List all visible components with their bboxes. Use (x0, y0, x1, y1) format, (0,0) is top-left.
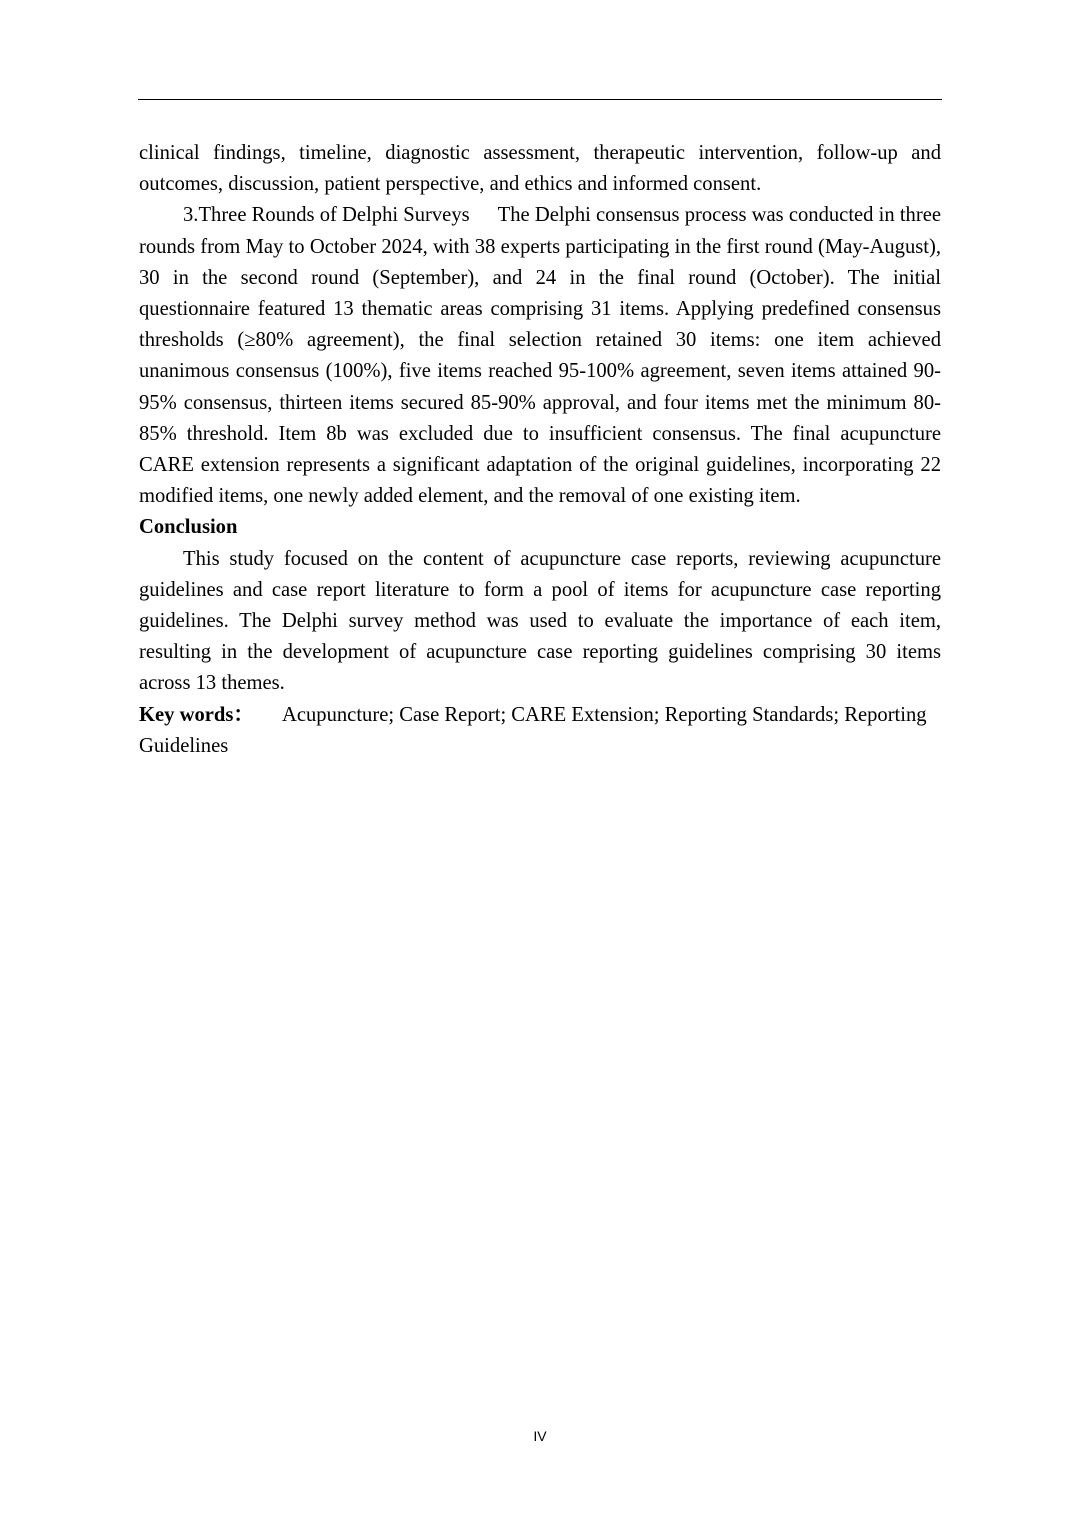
keywords-label: Key words： (139, 703, 254, 726)
section3-body: The Delphi consensus process was conducted in three rounds from May to October 2024, with 38 experts participating in the first round (May-August), 30 in the second round (September), and 24 in the final round (October). The initial questionnaire featured 13 thematic areas comprising 31 items. Applying predefined consensus thresholds (≥80% agreement), the final selection retained 30 items: one item achieved unanimous consensus (100%), five items reached 95-100% agreement, seven items attained 90-95% consensus, thirteen items secured 85-90% approval, and four items met the minimum 80-85% threshold. Item 8b was excluded due to insufficient consensus. The final acupuncture CARE extension represents a significant adaptation of the original guidelines, incorporating 22 modified items, one newly added element, and the removal of one existing item. (139, 204, 941, 508)
keywords-text: Acupuncture; Case Report; CARE Extension; Reporting Standards; Reporting Guidelines (139, 703, 927, 757)
section3-paragraph (139, 200, 941, 512)
conclusion-paragraph: This study focused on the content of acupuncture case reports, reviewing acupuncture guidelines and case report literature to form a pool of items for acupuncture case reporting guidelines. The Delphi survey method was used to evaluate the importance of each item, resulting in the development of acupuncture case reporting guidelines comprising 30 items across 13 themes. (139, 547, 941, 695)
page-content (139, 138, 941, 762)
page-number: IV (533, 1428, 547, 1444)
keywords-line (139, 700, 941, 762)
continuation-paragraph: clinical findings, timeline, diagnostic assessment, therapeutic intervention, follow-up and outcomes, discussion, patient perspective, and ethics and informed consent. (139, 142, 941, 196)
header-rule (138, 99, 942, 100)
section3-title: 3.Three Rounds of Delphi Surveys (183, 204, 470, 227)
conclusion-heading: Conclusion (139, 516, 238, 539)
